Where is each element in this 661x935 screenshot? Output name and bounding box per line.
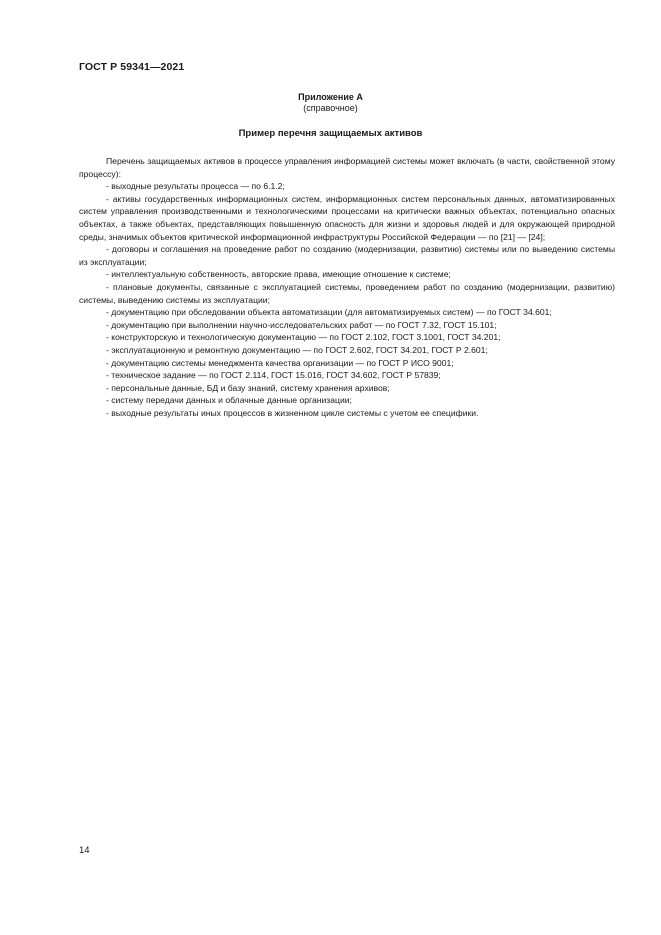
section-title: Пример перечня защищаемых активов	[238, 128, 423, 139]
list-item: - документацию системы менеджмента качества организации — по ГОСТ Р ИСО 9001;	[106, 357, 454, 368]
list-item: - договоры и соглашения на проведение работ по созданию (модернизации, развитию) системы или по выведению системы из эксплуатации;	[79, 244, 615, 267]
list-item: - плановые документы, связанные с эксплуатацией системы, проведением работ по созданию (модернизации, развитию) системы, выведению системы из эксплуатации;	[79, 281, 615, 305]
annex-title: Приложение А	[298, 92, 363, 102]
list-item: - выходные результаты иных процессов в жизненном цикле системы с учетом ее специфики.	[106, 407, 479, 418]
list-item: - эксплуатационную и ремонтную документацию — по ГОСТ 2.602, ГОСТ 34.201, ГОСТ Р 2.601;	[106, 344, 488, 355]
list-item: - конструкторскую и технологическую документацию — по ГОСТ 2.102, ГОСТ 3.1001, ГОСТ 34.201;	[106, 332, 501, 343]
list-item: - интеллектуальную собственность, авторские права, имеющие отношение к системе;	[106, 269, 451, 280]
list-item: - систему передачи данных и облачные данные организации;	[106, 395, 352, 406]
annex-subtitle: (справочное)	[303, 103, 358, 113]
list-item: - документацию при обследовании объекта автоматизации (для автоматизируемых систем) — по ГОСТ 34.601;	[106, 307, 552, 318]
page-number: 14	[79, 845, 90, 856]
list-item: - документацию при выполнении научно-исследовательских работ — по ГОСТ 7.32, ГОСТ 15.101;	[106, 319, 497, 330]
document-header-standard-id: ГОСТ Р 59341—2021	[79, 61, 185, 73]
body-text	[79, 155, 615, 419]
list-item: - выходные результаты процесса — по 6.1.2;	[106, 181, 285, 192]
list-item: - техническое задание — по ГОСТ 2.114, ГОСТ 15.016, ГОСТ 34.602, ГОСТ Р 57839;	[106, 370, 441, 381]
intro-paragraph: Перечень защищаемых активов в процессе управления информацией системы может включать (в части, свойственной этому процессу):	[79, 156, 615, 179]
list-item: - персональные данные, БД и базу знаний, систему хранения архивов;	[106, 382, 390, 393]
list-item: - активы государственных информационных систем, информационных систем персональных данных, автоматизированных систем управления производственными и технологическими процессами на критически важных объектах, потенциально опасных объектах, а также объектах, представляющих повышенную опасность для жизни и здоровья людей и для окружающей природной среды, значимых объектов критической информационной инфраструктуры Российской Федерации — по [21] — [24];	[79, 193, 615, 242]
